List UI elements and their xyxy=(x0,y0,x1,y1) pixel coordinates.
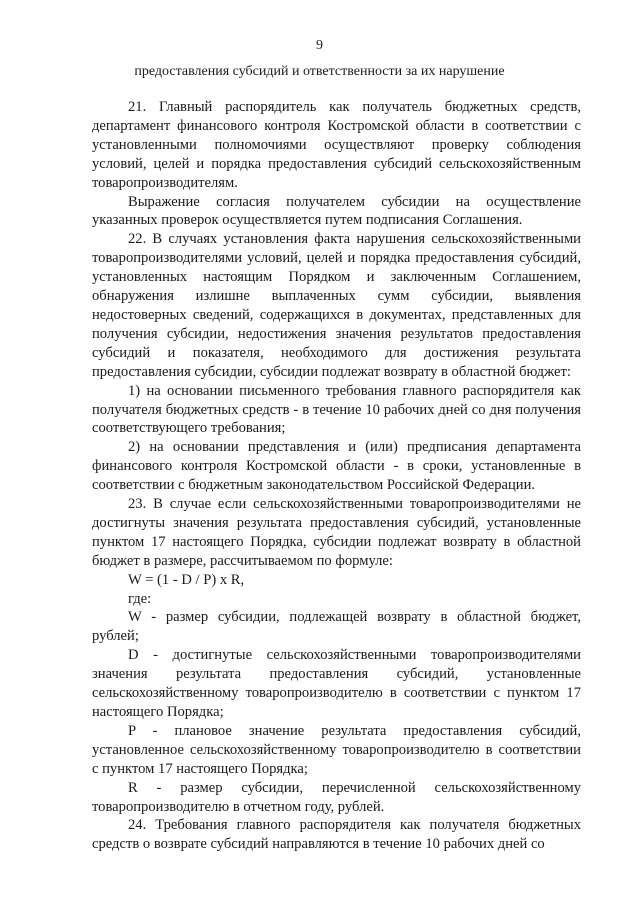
section-heading-continuation: предоставления субсидий и ответственности за их нарушение xyxy=(134,64,505,79)
document-body xyxy=(92,98,581,854)
definition-r: R - размер субсидии, перечисленной сельскохозяйственному товаропроизводителю в отчетном году, рублей. xyxy=(92,779,581,815)
definition-p: P - плановое значение результата предоставления субсидий, установленное сельскохозяйственному товаропроизводителю в соответствии с пунктом 17 настоящего Порядка; xyxy=(92,722,581,777)
paragraph-22-item-2: 2) на основании представления и (или) предписания департамента финансового контроля Костромской области - в сроки, установленные в соответствии с бюджетным законодательством Российской Федерации. xyxy=(92,439,581,494)
paragraph-21: 21. Главный распорядитель как получатель бюджетных средств, департамент финансового контроля Костромской области в соответствии с установленными полномочиями осуществляют проверку соблюдения условий, целей и порядка предоставления субсидий сельскохозяйственным товаропроизводителям. xyxy=(92,99,581,191)
page-number: 9 xyxy=(316,38,323,53)
paragraph-24: 24. Требования главного распорядителя как получателя бюджетных средств о возврате субсидий направляются в течение 10 рабочих дней со xyxy=(92,817,581,853)
definition-d: D - достигнутые сельскохозяйственными товаропроизводителями значения результата предоставления субсидий, установленные сельскохозяйственному товаропроизводителю в соответствии с пунктом 17 настоящего Порядка; xyxy=(92,647,581,720)
paragraph-22-item-1: 1) на основании письменного требования главного распорядителя как получателя бюджетных средств - в течение 10 рабочих дней со дня получения соответствующего требования; xyxy=(92,382,581,437)
definition-w: W - размер субсидии, подлежащей возврату в областной бюджет, рублей; xyxy=(92,609,581,645)
paragraph-22: 22. В случаях установления факта нарушения сельскохозяйственными товаропроизводителями условий, целей и порядка предоставления субсидий, установленных настоящим Порядком и заключенным Соглашением, обнаружения излишне выплаченных сумм субсидии, выявления недостоверных сведений, содержащихся в документах, представленных для получения субсидии, недостижения значения результатов предоставления субсидий и показателя, необходимого для достижения результата предоставления субсидии, субсидии подлежат возврату в областной бюджет: xyxy=(92,231,581,380)
paragraph-23: 23. В случае если сельскохозяйственными товаропроизводителями не достигнуты значения результата предоставления субсидий, установленные пунктом 17 настоящего Порядка, субсидии подлежат возврату в областной бюджет в размере, рассчитываемом по формуле: xyxy=(92,496,581,569)
return-formula: W = (1 - D / P) x R, xyxy=(128,571,245,588)
formula-where-label: где: xyxy=(128,590,152,607)
paragraph-21-consent: Выражение согласия получателем субсидии на осуществление указанных проверок осуществляется путем подписания Соглашения. xyxy=(92,193,581,229)
